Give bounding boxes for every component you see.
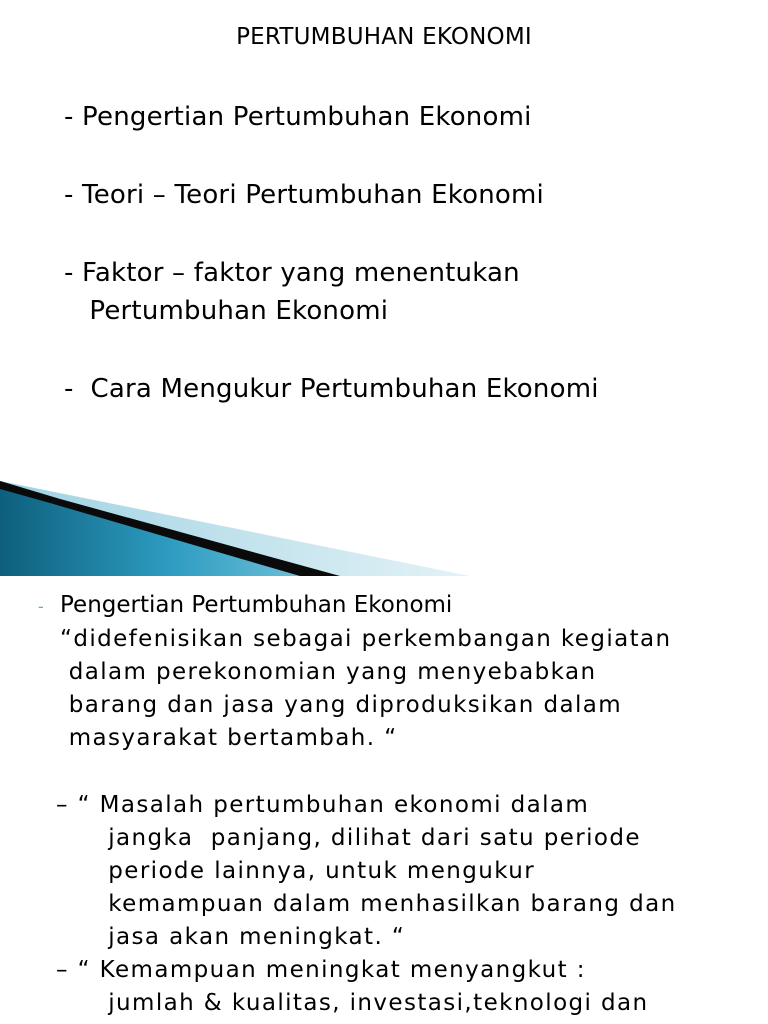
point-line: kemampuan dalam menhasilkan barang dan	[56, 891, 677, 917]
slide-2	[0, 576, 768, 1024]
decorative-swoosh	[0, 481, 470, 576]
point-line: – “ Masalah pertumbuhan ekonomi dalam	[56, 792, 590, 818]
slide-title: PERTUMBUHAN EKONOMI	[236, 24, 532, 50]
topic-item: - Faktor – faktor yang menentukan	[64, 258, 520, 288]
definition-line: dalam perekonomian yang menyebabkan	[60, 659, 597, 685]
heading-text: Pengertian Pertumbuhan Ekonomi	[60, 592, 453, 618]
point-line: jasa akan meningkat. “	[56, 924, 406, 950]
definition-line: masyarakat bertambah. “	[60, 725, 398, 751]
point-line: periode lainnya, untuk mengukur	[56, 858, 536, 884]
definition-line: “didefenisikan sebagai perkembangan kegiatan	[60, 626, 672, 652]
definition-line: barang dan jasa yang diproduksikan dalam	[60, 692, 623, 718]
point-line: – “ Kemampuan meningkat menyangkut :	[56, 957, 586, 983]
topic-item-continuation: Pertumbuhan Ekonomi	[64, 296, 389, 326]
section-heading	[38, 592, 452, 618]
point-line: jangka panjang, dilihat dari satu periode	[56, 825, 641, 851]
bullet-dash-icon: -	[38, 597, 44, 616]
topic-item: - Pengertian Pertumbuhan Ekonomi	[64, 102, 532, 132]
topic-item: - Cara Mengukur Pertumbuhan Ekonomi	[64, 374, 599, 404]
topic-item: - Teori – Teori Pertumbuhan Ekonomi	[64, 180, 544, 210]
point-line: jumlah & kualitas, investasi,teknologi dan	[56, 990, 649, 1016]
